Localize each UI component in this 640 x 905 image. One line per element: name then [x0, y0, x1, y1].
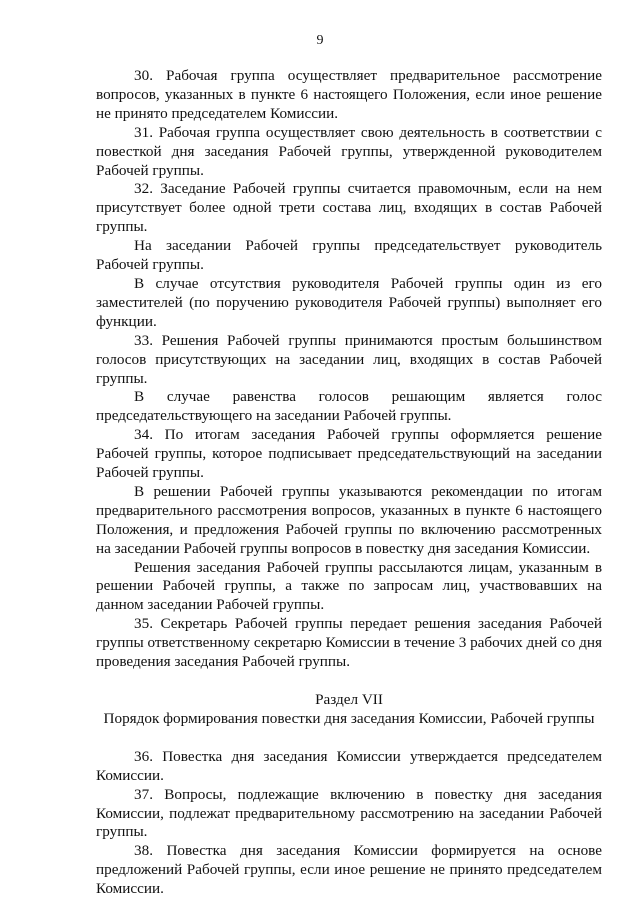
section-subtitle: Порядок формирования повестки дня заседания Комиссии, Рабочей группы: [103, 709, 595, 727]
paragraph-33-tie: В случае равенства голосов решающим является голос председательствующего на заседании Рабочей группы.: [96, 388, 602, 425]
paragraph-34-distribution: Решения заседания Рабочей группы рассылаются лицам, указанным в решении Рабочей группы, а также по запросам лиц, участвовавших на данном заседании Рабочей группы.: [96, 558, 602, 614]
document-body: [96, 67, 602, 899]
section-heading: [96, 691, 602, 729]
paragraph-34-recommendations: В решении Рабочей группы указываются рекомендации по итогам предварительного рассмотрения вопросов, указанных в пункте 6 настоящего Положения, и предложения Рабочей группы по включению рассмотренных на заседании Рабочей группы вопросов в повестку дня заседания Комиссии.: [96, 482, 602, 557]
paragraph-38: 38. Повестка дня заседания Комиссии формируется на основе предложений Рабочей группы, если иное решение не принято председателем Комиссии.: [96, 842, 602, 898]
paragraph-37: 37. Вопросы, подлежащие включению в повестку дня заседания Комиссии, подлежат предварительному рассмотрению на заседании Рабочей группы.: [96, 785, 602, 841]
page-number: 9: [316, 33, 324, 48]
paragraph-30: 30. Рабочая группа осуществляет предварительное рассмотрение вопросов, указанных в пункте 6 настоящего Положения, если иное решение не принято председателем Комиссии.: [96, 67, 602, 122]
paragraph-34: 34. По итогам заседания Рабочей группы оформляется решение Рабочей группы, которое подписывает председательствующий на заседании Рабочей группы.: [96, 426, 602, 482]
paragraph-31: 31. Рабочая группа осуществляет свою деятельность в соответствии с повесткой дня заседания Рабочей группы, утвержденной руководителем Рабочей группы.: [96, 123, 602, 179]
paragraph-32-chair: На заседании Рабочей группы председательствует руководитель Рабочей группы.: [96, 237, 602, 274]
paragraph-36: 36. Повестка дня заседания Комиссии утверждается председателем Комиссии.: [96, 747, 602, 784]
paragraph-33: 33. Решения Рабочей группы принимаются простым большинством голосов присутствующих на заседании лиц, входящих в состав Рабочей группы.: [96, 331, 602, 387]
paragraph-32-deputy: В случае отсутствия руководителя Рабочей группы один из его заместителей (по поручению руководителя Рабочей группы) выполняет его функции.: [96, 274, 602, 330]
paragraph-35: 35. Секретарь Рабочей группы передает решения заседания Рабочей группы ответственному секретарю Комиссии в течение 3 рабочих дней со дня проведения заседания Рабочей группы.: [96, 615, 602, 671]
paragraph-32: 32. Заседание Рабочей группы считается правомочным, если на нем присутствует более одной трети состава лиц, входящих в состав Рабочей группы.: [96, 180, 602, 236]
section-title: Раздел VII: [315, 691, 383, 708]
